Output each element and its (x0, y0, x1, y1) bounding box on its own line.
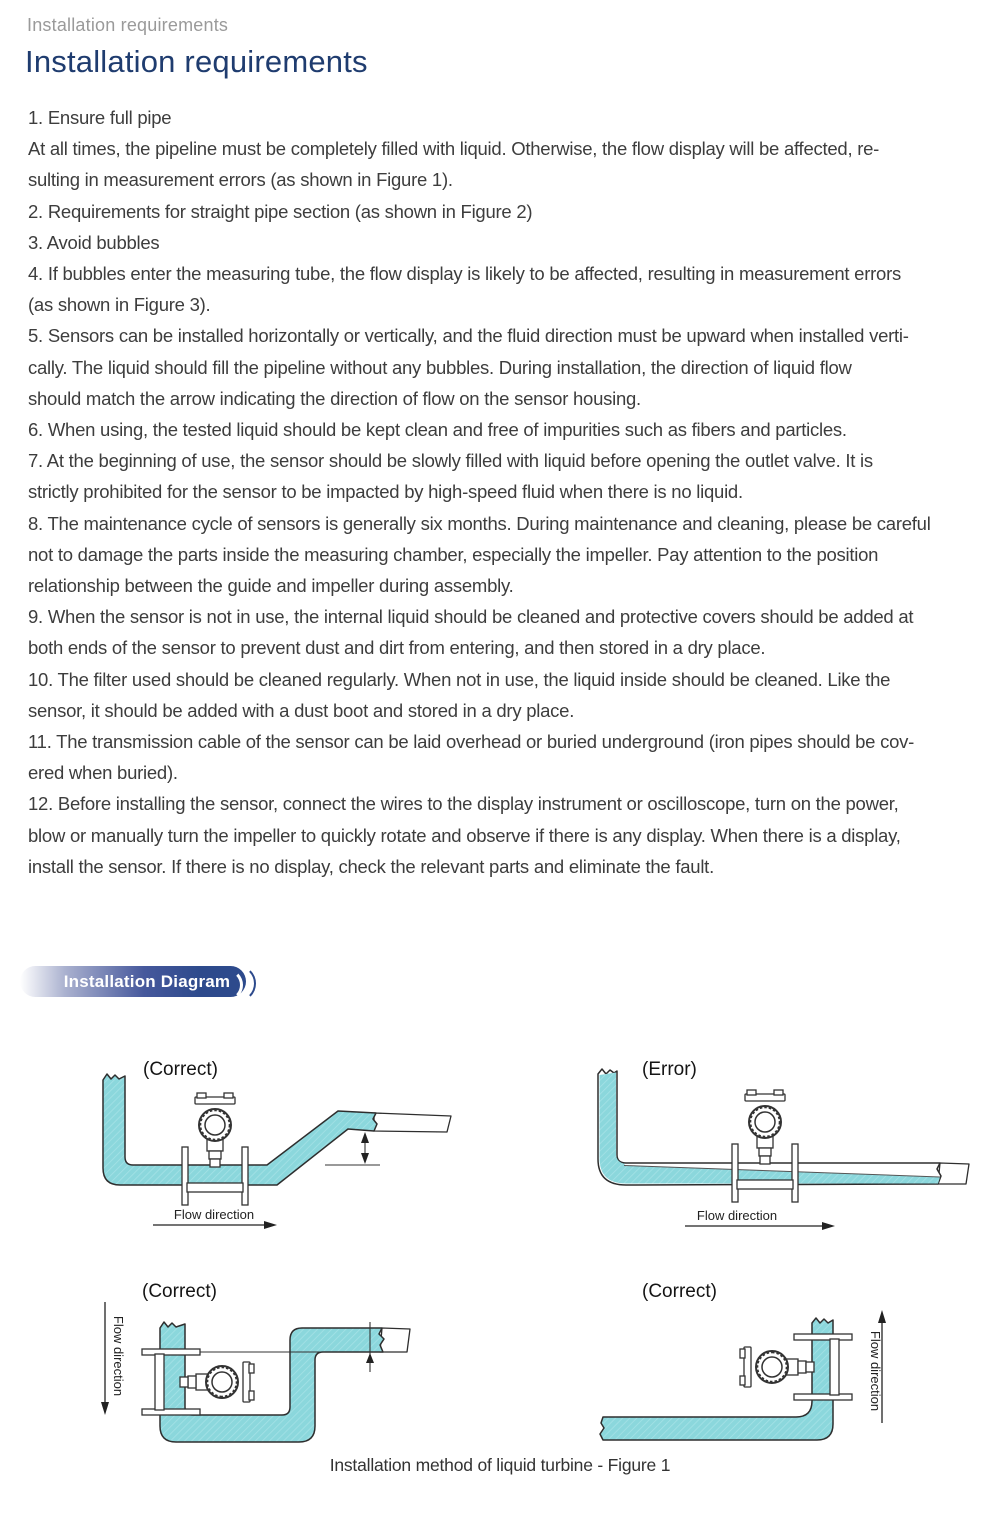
requirement-line: 7. At the beginning of use, the sensor should be slowly filled with liquid before opening the outlet valve. It is (28, 450, 873, 472)
installation-diagram-badge (20, 966, 246, 997)
requirement-line: 2. Requirements for straight pipe section (as shown in Figure 2) (28, 200, 533, 222)
figure-label: (Correct) (143, 1059, 218, 1080)
requirement-line: 12. Before installing the sensor, connect the wires to the display instrument or oscilloscope, turn on the power, (28, 793, 899, 815)
requirement-line: 11. The transmission cable of the sensor can be laid overhead or buried underground (iron pipes should be cov- (28, 731, 915, 753)
flow-arrowhead (878, 1310, 886, 1323)
requirement-line: not to damage the parts inside the measuring chamber, especially the impeller. Pay attention to the position (28, 543, 879, 565)
requirement-line: 3. Avoid bubbles (28, 231, 160, 253)
pipe-break-extension (380, 1328, 410, 1352)
page-title: Installation requirements (25, 44, 368, 79)
flow-sensor-icon (182, 1093, 248, 1205)
requirement-line: 8. The maintenance cycle of sensors is generally six months. During maintenance and cleaning, please be careful (28, 512, 931, 534)
requirement-line: blow or manually turn the impeller to quickly rotate and observe if there is any display. When there is a display, (28, 824, 901, 846)
figure-error-horizontal (580, 1050, 1000, 1240)
pipe-diagram-svg (580, 1050, 1000, 1240)
requirement-line: 4. If bubbles enter the measuring tube, the flow display is likely to be affected, resulting in measurement errors (28, 263, 901, 285)
flow-sensor-icon (732, 1090, 798, 1202)
requirement-line: (as shown in Figure 3). (28, 294, 211, 316)
breadcrumb: Installation requirements (27, 15, 229, 35)
requirement-line: At all times, the pipeline must be completely filled with liquid. Otherwise, the flow display will be affected, re- (28, 138, 880, 160)
flow-direction-label: Flow direction (696, 1208, 778, 1223)
pipe-diagram-svg (560, 1268, 1000, 1458)
flow-sensor-icon (142, 1349, 254, 1415)
requirement-line: 10. The filter used should be cleaned regularly. When not in use, the liquid inside should be cleaned. Like the (28, 668, 891, 690)
requirement-line: sensor, it should be added with a dust boot and stored in a dry place. (28, 699, 575, 721)
pipe-shape (103, 1074, 377, 1185)
dimension-arrowhead-down (361, 1153, 369, 1164)
requirement-line: install the sensor. If there is no display, check the relevant parts and eliminate the fault. (28, 855, 714, 877)
figure-label: (Correct) (142, 1281, 217, 1302)
badge-arc-icon (219, 965, 256, 1002)
requirement-line: 5. Sensors can be installed horizontally or vertically, and the fluid direction must be upward when installed verti- (28, 325, 909, 347)
dimension-arrowhead-up (361, 1132, 369, 1143)
flow-direction-label: Flow direction (111, 1315, 126, 1397)
badge-label: Installation Diagram (63, 971, 231, 991)
figure-correct-vertical-down (60, 1268, 500, 1458)
figure-caption: Installation method of liquid turbine - Figure 1 (329, 1455, 671, 1475)
pipe-break-extension (938, 1163, 969, 1184)
figure-label: (Error) (642, 1059, 697, 1080)
flow-sensor-icon (740, 1334, 852, 1400)
flow-arrowhead (101, 1402, 109, 1415)
requirement-line: sulting in measurement errors (as shown in Figure 1). (28, 169, 453, 191)
requirement-line: strictly prohibited for the sensor to be impacted by high-speed fluid when there is no liquid. (28, 481, 743, 503)
requirement-line: 9. When the sensor is not in use, the internal liquid should be cleaned and protective covers should be added at (28, 606, 914, 628)
flow-arrowhead (822, 1222, 835, 1230)
flow-arrowhead (264, 1221, 277, 1229)
figure-correct-horizontal (80, 1050, 500, 1240)
requirement-line: cally. The liquid should fill the pipeline without any bubbles. During installation, the direction of liquid flow (28, 356, 852, 378)
requirement-line: 6. When using, the tested liquid should be kept clean and free of impurities such as fibers and particles. (28, 419, 847, 441)
figure-correct-vertical-up (560, 1268, 1000, 1458)
requirement-line: both ends of the sensor to prevent dust and dirt from entering, and then stored in a dry place. (28, 637, 766, 659)
flow-direction-label: Flow direction (868, 1330, 883, 1412)
requirement-line: 1. Ensure full pipe (28, 107, 172, 128)
figure-label: (Correct) (642, 1281, 717, 1302)
pipe-break-extension (374, 1113, 451, 1132)
dimension-arrowhead-up (366, 1353, 374, 1363)
pipe-diagram-svg (60, 1268, 500, 1458)
pipe-diagram-svg (80, 1050, 500, 1240)
requirement-line: should match the arrow indicating the direction of flow on the sensor housing. (28, 387, 641, 409)
requirement-line: ered when buried). (28, 762, 178, 784)
requirements-text (28, 102, 978, 882)
requirement-line: relationship between the guide and impeller during assembly. (28, 575, 514, 597)
flow-direction-label: Flow direction (173, 1207, 255, 1222)
